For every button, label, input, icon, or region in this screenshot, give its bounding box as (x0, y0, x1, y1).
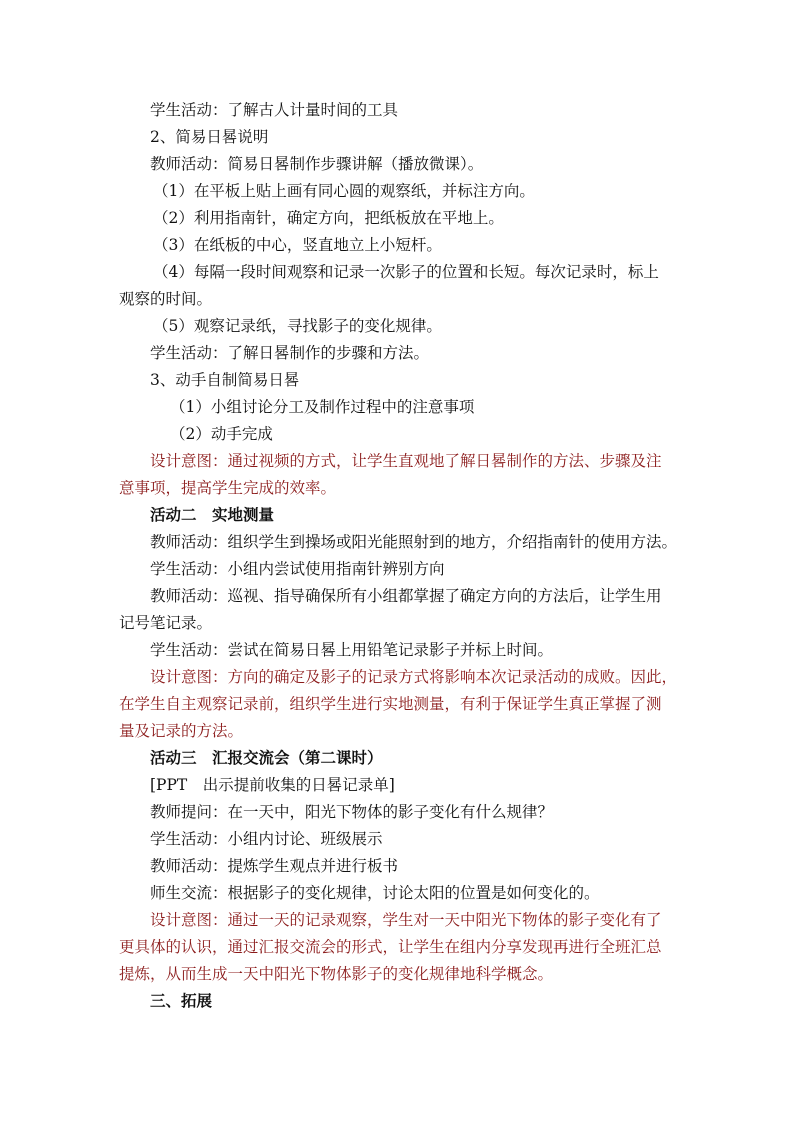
step-4-continuation: 观察的时间。 (119, 290, 213, 308)
design-intent-line: 设计意图：通过视频的方式，让学生直观地了解日晷制作的方法、步骤及注 (150, 452, 662, 470)
teacher-activity-line: 教师活动：巡视、指导确保所有小组都掌握了确定方向的方法后，让学生用 (150, 587, 662, 605)
design-intent-line: 设计意图：通过一天的记录观察，学生对一天中阳光下物体的影子变化有了 (150, 911, 662, 929)
section-heading-extension: 三、拓展 (150, 991, 213, 1010)
design-intent-continuation: 更具体的认识，通过汇报交流会的形式，让学生在组内分享发现再进行全班汇总 (119, 938, 662, 956)
design-intent-continuation: 提炼，从而生成一天中阳光下物体影子的变化规律地科学概念。 (119, 965, 554, 983)
student-activity-line: 学生活动：小组内讨论、班级展示 (150, 830, 383, 848)
ppt-note-line: [PPT 出示提前收集的日晷记录单] (150, 776, 395, 794)
step-5-line: （5）观察记录纸，寻找影子的变化规律。 (153, 317, 442, 335)
teacher-activity-line: 教师活动：组织学生到操场或阳光能照射到的地方，介绍指南针的使用方法。 (150, 533, 678, 551)
student-activity-line: 学生活动：了解日晷制作的步骤和方法。 (150, 344, 430, 362)
teacher-question-line: 教师提问：在一天中，阳光下物体的影子变化有什么规律？ (150, 803, 554, 821)
substep-1-line: （1）小组讨论分工及制作过程中的注意事项 (170, 398, 475, 416)
student-activity-line: 学生活动：尝试在简易日晷上用铅笔记录影子并标上时间。 (150, 641, 554, 659)
teacher-activity-line: 教师活动：提炼学生观点并进行板书 (150, 857, 399, 875)
student-activity-line: 学生活动：小组内尝试使用指南针辨别方向 (150, 560, 445, 578)
activity-two-heading: 活动二 实地测量 (150, 505, 275, 524)
step-4-line: （4）每隔一段时间观察和记录一次影子的位置和长短。每次记录时，标上 (153, 263, 659, 281)
student-activity-line: 学生活动：了解古人计量时间的工具 (150, 101, 399, 119)
teacher-activity-continuation: 记号笔记录。 (119, 614, 213, 632)
section-heading-sundial-explanation: 2、简易日晷说明 (150, 128, 269, 146)
substep-2-line: （2）动手完成 (170, 425, 273, 443)
design-intent-continuation: 在学生自主观察记录前，组织学生进行实地测量，有利于保证学生真正掌握了测 (119, 695, 662, 713)
teacher-activity-line: 教师活动：简易日晷制作步骤讲解（播放微课）。 (150, 155, 484, 173)
step-3-line: （3）在纸板的中心，竖直地立上小短杆。 (153, 236, 442, 254)
section-heading-make-sundial: 3、动手自制简易日晷 (150, 371, 300, 389)
step-2-line: （2）利用指南针，确定方向，把纸板放在平地上。 (153, 209, 504, 227)
design-intent-continuation: 意事项，提高学生完成的效率。 (119, 479, 337, 497)
teacher-student-exchange-line: 师生交流：根据影子的变化规律，讨论太阳的位置是如何变化的。 (150, 884, 600, 902)
design-intent-continuation: 量及记录的方法。 (119, 722, 244, 740)
step-1-line: （1）在平板上贴上画有同心圆的观察纸，并标注方向。 (153, 182, 535, 200)
design-intent-line: 设计意图：方向的确定及影子的记录方式将影响本次记录活动的成败。因此， (150, 668, 678, 686)
activity-three-heading: 活动三 汇报交流会（第二课时） (150, 748, 383, 767)
